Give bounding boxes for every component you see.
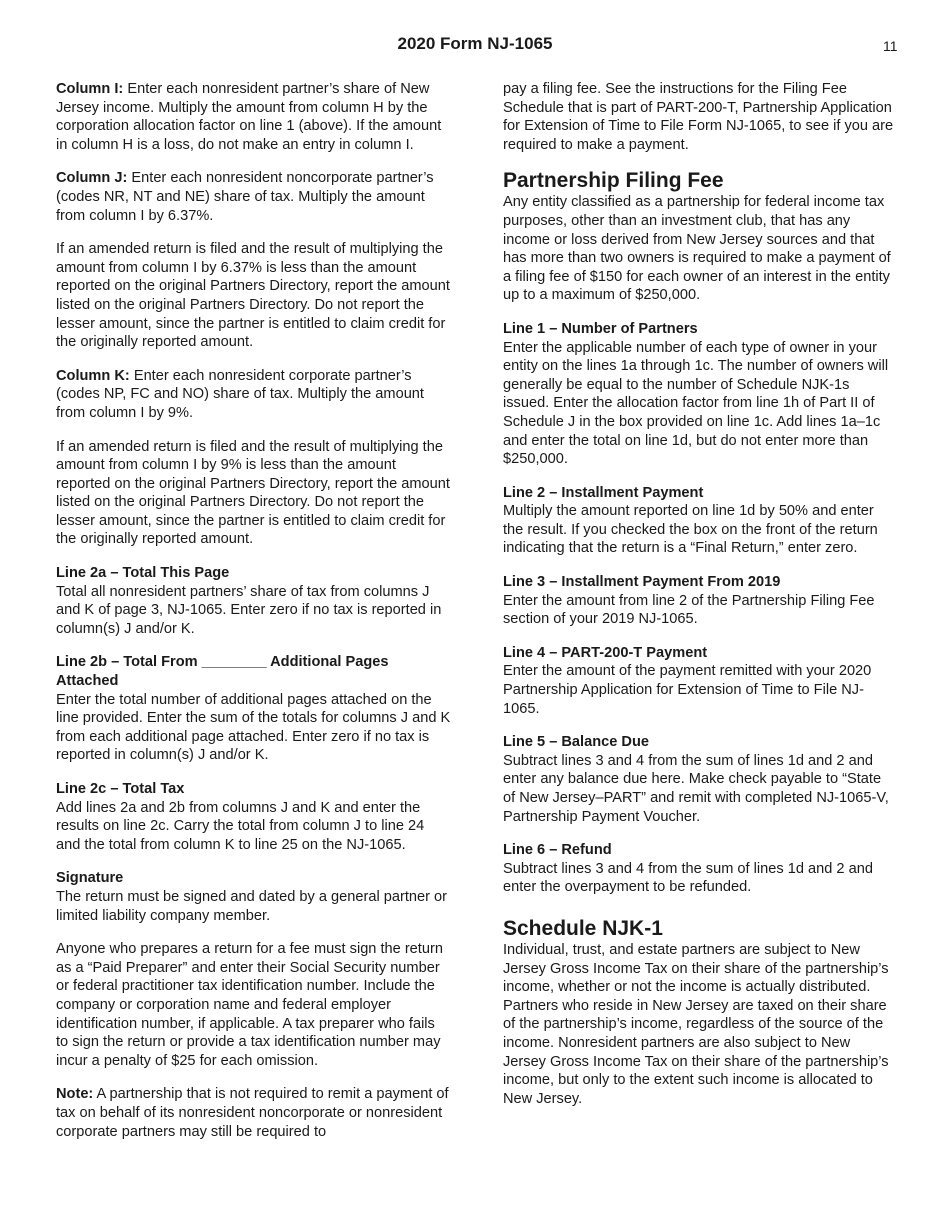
schedule-njk1-heading: Schedule NJK-1 xyxy=(503,916,663,940)
signature-heading: Signature xyxy=(56,870,124,887)
column-j-amended-paragraph: If an amended return is filed and the result of multiplying the amount from column I by 6.37% is less than the amount reported on the original Partners Directory, report the amount listed on the original Partners Directory. Do not report the lesser amount, since the partner is entitled to claim credit for the originally reported amount. xyxy=(56,241,450,351)
line-2-section xyxy=(503,484,895,558)
line-5-heading: Line 5 – Balance Due xyxy=(503,734,649,751)
line-4-heading: Line 4 – PART-200-T Payment xyxy=(503,644,708,661)
column-k-paragraph xyxy=(56,367,451,423)
line-3-section xyxy=(503,573,895,629)
continuation-paragraph: pay a filing fee. See the instructions for the Filing Fee Schedule that is part of PART-200-T, Partnership Application for Extension of Time to File Form NJ-1065, to see if you are required to make a payment. xyxy=(503,81,894,153)
line-1-section xyxy=(503,320,895,469)
line-4-section xyxy=(503,644,895,718)
column-j-label: Column J: xyxy=(56,170,128,187)
line-2b-section xyxy=(56,653,451,765)
paid-preparer-paragraph: Anyone who prepares a return for a fee must sign the return as a “Paid Preparer” and enter their Social Security number or federal practitioner tax identification number. Include the company or corporation name and federal employer identification number, if applicable. A tax preparer who fails to sign the return or provide a tax identification number may incur a penalty of $25 for each omission. xyxy=(56,941,443,1069)
line-2c-text: Add lines 2a and 2b from columns J and K and enter the results on line 2c. Carry the total from column J to line 24 and the total from column K to line 25 on the NJ-1065. xyxy=(56,799,425,853)
column-k-amended-paragraph: If an amended return is filed and the result of multiplying the amount from column I by 9% is less than the amount reported on the original Partners Directory, report the amount listed on the original Partners Directory. Do not report the lesser amount, since the partner is entitled to claim credit for the originally reported amount. xyxy=(56,438,450,548)
page-title: 2020 Form NJ-1065 xyxy=(397,34,553,53)
line-2c-section xyxy=(56,780,451,854)
line-2c-heading: Line 2c – Total Tax xyxy=(56,781,185,797)
line-6-heading: Line 6 – Refund xyxy=(503,842,612,859)
line-5-section xyxy=(503,733,895,826)
line-3-text: Enter the amount from line 2 of the Partnership Filing Fee section of your 2019 NJ-1065. xyxy=(503,592,875,628)
column-j-paragraph xyxy=(56,169,451,225)
line-1-text: Enter the applicable number of each type of owner in your entity on the lines 1a through 1c. The number of owners will generally be equal to the number of Schedule NJK-1s issued. Enter the allocation factor from line 1h of Part II of Schedule J in the box provided on line 1c. Add lines 1a–1c and enter the total on line 1d, but do not enter more than $250,000. xyxy=(503,339,889,468)
line-4-text: Enter the amount of the payment remitted with your 2020 Partnership Application for Extension of Time to File NJ-1065. xyxy=(503,663,872,717)
note-text: A partnership that is not required to remit a payment of tax on behalf of its nonresident noncorporate or nonresident corporate partners may still be required to xyxy=(56,1086,449,1140)
note-label: Note: xyxy=(56,1086,94,1103)
line-2a-section xyxy=(56,564,451,638)
line-5-text: Subtract lines 3 and 4 from the sum of lines 1d and 2 and enter any balance due here. Make check payable to “State of New Jersey–PART” and remit with completed NJ-1065-V, Partnership Payment Voucher. xyxy=(503,752,889,825)
page-number: 11 xyxy=(883,38,898,54)
schedule-njk1-text: Individual, trust, and estate partners are subject to New Jersey Gross Income Tax on their share of the partnership’s income, whether or not the income is actually distributed. Partners who reside in New Jersey are taxed on their share of the partnership’s income, regardless of the source of the income. Nonresident partners are also subject to New Jersey Gross Income Tax on their share of the partnership’s income, but only to the extent such income is allocated to New Jersey. xyxy=(503,941,889,1107)
line-2-text: Multiply the amount reported on line 1d by 50% and enter the result. If you checked the box on the front of the return indicating that the return is a “Final Return,” enter zero. xyxy=(503,503,878,557)
line-2-heading: Line 2 – Installment Payment xyxy=(503,484,704,501)
signature-section xyxy=(56,869,451,925)
right-column xyxy=(503,80,895,1123)
line-2b-heading: Line 2b – Total From ________ Additional Pages Attached xyxy=(56,654,389,690)
line-1-heading: Line 1 – Number of Partners xyxy=(503,320,698,337)
signature-text: The return must be signed and dated by a general partner or limited liability company member. xyxy=(56,888,448,924)
column-k-text: Enter each nonresident corporate partner’s (codes NP, FC and NO) share of tax. Multiply the amount from column I by 9%. xyxy=(56,367,424,421)
line-2a-text: Total all nonresident partners’ share of tax from columns J and K of page 3, NJ-1065. Enter zero if no tax is reported in column(s) J and/or K. xyxy=(56,583,442,637)
column-j-text: Enter each nonresident noncorporate partner’s (codes NR, NT and NE) share of tax. Multiply the amount from column I by 6.37%. xyxy=(56,170,434,224)
column-i-label: Column I: xyxy=(56,81,124,97)
line-2b-text: Enter the total number of additional pages attached on the line provided. Enter the sum of the totals for columns J and K from each additional page attached. Enter zero if no tax is reported in column(s) J and/or K. xyxy=(56,691,451,764)
left-column xyxy=(56,80,451,1156)
partnership-filing-fee-heading: Partnership Filing Fee xyxy=(503,169,724,193)
line-6-text: Subtract lines 3 and 4 from the sum of lines 1d and 2 and enter the overpayment to be refunded. xyxy=(503,860,873,896)
column-k-label: Column K: xyxy=(56,367,130,384)
line-6-section xyxy=(503,841,895,897)
note-paragraph xyxy=(56,1085,451,1141)
partnership-filing-fee-text: Any entity classified as a partnership for federal income tax purposes, other than an investment club, that has any income or loss derived from New Jersey sources and that has more than two owners is required to make a payment of a filing fee of $150 for each owner of an interest in the entity up to a maximum of $250,000. xyxy=(503,194,891,304)
line-2a-heading: Line 2a – Total This Page xyxy=(56,565,230,582)
column-i-text: Enter each nonresident partner’s share of New Jersey income. Multiply the amount from column H by the corporation allocation factor on line 1 (above). If the amount in column H is a loss, do not make an entry in column I. xyxy=(56,81,442,153)
column-i-paragraph xyxy=(56,80,451,154)
line-3-heading: Line 3 – Installment Payment From 2019 xyxy=(503,574,781,591)
